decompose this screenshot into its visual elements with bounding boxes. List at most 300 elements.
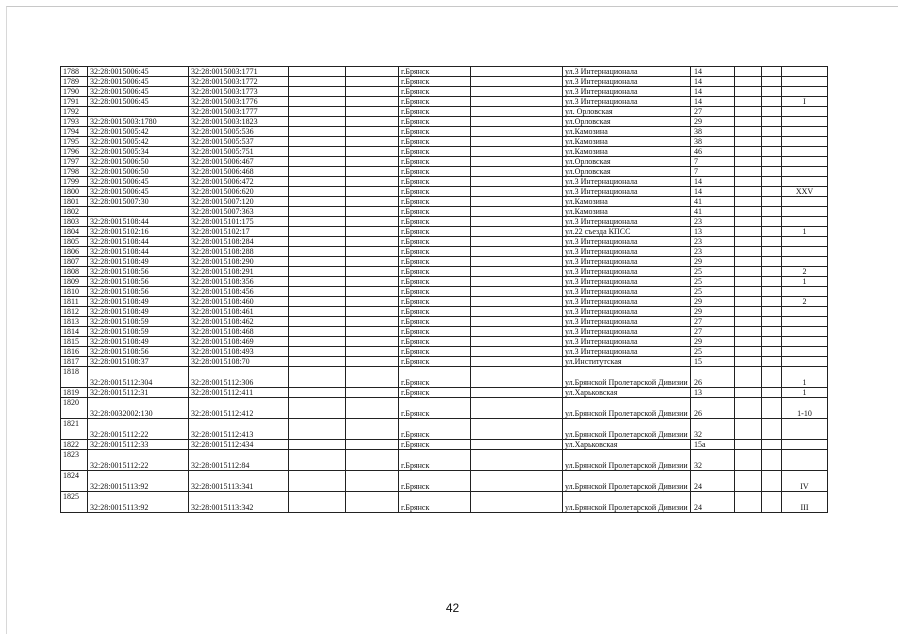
empty-cell [735,147,762,157]
empty-cell [289,297,346,307]
street-cell: ул.Камозина [563,137,691,147]
row-number-cell: 1807 [61,257,88,267]
table-row [61,207,828,217]
empty-cell [289,492,346,513]
street-text: ул.Брянской Пролетарской Дивизии [565,482,688,491]
empty-cell [346,67,399,77]
empty-cell [346,277,399,287]
empty-cell [735,97,762,107]
empty-cell [346,177,399,187]
house-number-cell: 29 [691,307,735,317]
row-number-cell: 1797 [61,157,88,167]
empty-cell [762,137,782,147]
street-cell: ул.3 Интернационала [563,247,691,257]
table-row [61,177,828,187]
empty-cell [346,227,399,237]
land-cadastral-number-cell: 32:28:0015005:42 [88,137,189,147]
empty-cell [289,388,346,398]
empty-cell [471,147,563,157]
empty-cell [735,77,762,87]
empty-cell [735,137,762,147]
empty-cell [289,347,346,357]
empty-cell [289,147,346,157]
table-row [61,97,828,107]
street-cell: ул.Орловская [563,117,691,127]
empty-cell [346,307,399,317]
house-number-cell: 14 [691,177,735,187]
object-cadastral-number-cell: 32:28:0015108:461 [189,307,289,317]
house-number-cell: 29 [691,257,735,267]
premises-number-cell: I [782,97,828,107]
premises-number-cell [782,77,828,87]
land-cadastral-number-cell [88,207,189,217]
empty-cell [346,137,399,147]
row-number-cell: 1817 [61,357,88,367]
empty-cell [289,137,346,147]
house-number-cell: 24 [691,492,735,513]
premises-number-cell [782,337,828,347]
empty-cell [735,177,762,187]
empty-cell [762,347,782,357]
empty-cell [346,327,399,337]
row-number-cell: 1809 [61,277,88,287]
city-cell: г.Брянск [399,388,471,398]
land-cadastral-number-cell: 32:28:0015006:50 [88,157,189,167]
street-cell: ул.Институтская [563,357,691,367]
city-cell: г.Брянск [399,297,471,307]
row-number-cell: 1808 [61,267,88,277]
land-cadastral-number-cell: 32:28:0015108:44 [88,237,189,247]
empty-cell [346,317,399,327]
empty-cell [346,217,399,227]
row-number-cell: 1820 [61,398,88,419]
table-row [61,277,828,287]
empty-cell [762,187,782,197]
empty-cell [762,247,782,257]
empty-cell [346,197,399,207]
street-cell: ул.Камозина [563,197,691,207]
object-cadastral-number-cell: 32:28:0015108:493 [189,347,289,357]
house-number-cell: 25 [691,287,735,297]
empty-cell [762,492,782,513]
city-cell: г.Брянск [399,247,471,257]
empty-cell [471,107,563,117]
empty-cell [289,307,346,317]
city-cell: г.Брянск [399,87,471,97]
object-cadastral-number-cell: 32:28:0015006:468 [189,167,289,177]
empty-cell [289,440,346,450]
land-cadastral-number-cell: 32:28:0015108:49 [88,307,189,317]
land-cadastral-number-cell: 32:28:0015108:59 [88,327,189,337]
house-number-cell: 24 [691,471,735,492]
land-cadastral-number-cell: 32:28:0015108:56 [88,267,189,277]
empty-cell [346,167,399,177]
street-cell: ул.Камозина [563,127,691,137]
empty-cell [471,127,563,137]
row-number-cell: 1791 [61,97,88,107]
street-cell: ул.3 Интернационала [563,237,691,247]
empty-cell [735,347,762,357]
empty-cell [346,247,399,257]
land-cadastral-number-cell: 32:28:0015112:304 [88,367,189,388]
empty-cell [735,107,762,117]
object-cadastral-number-cell: 32:28:0015006:467 [189,157,289,167]
object-cadastral-number-cell: 32:28:0015005:537 [189,137,289,147]
table-row [61,347,828,357]
house-number-cell: 46 [691,147,735,157]
street-cell: ул.3 Интернационала [563,217,691,227]
table-row [61,388,828,398]
street-cell [563,450,691,471]
row-number-cell: 1816 [61,347,88,357]
premises-number-cell [782,87,828,97]
house-number-cell: 14 [691,87,735,97]
table-row [61,147,828,157]
street-cell [563,398,691,419]
empty-cell [735,117,762,127]
house-number-cell: 41 [691,197,735,207]
empty-cell [735,357,762,367]
empty-cell [346,471,399,492]
table-row [61,247,828,257]
premises-number-cell [782,327,828,337]
premises-number-cell: III [782,492,828,513]
empty-cell [735,197,762,207]
house-number-cell: 14 [691,67,735,77]
table-row [61,187,828,197]
object-cadastral-number-cell: 32:28:0015112:413 [189,419,289,440]
land-cadastral-number-cell: 32:28:0015006:45 [88,187,189,197]
premises-number-cell [782,107,828,117]
street-cell: ул. Орловская [563,107,691,117]
object-cadastral-number-cell: 32:28:0015006:472 [189,177,289,187]
premises-number-cell: 2 [782,267,828,277]
object-cadastral-number-cell: 32:28:0015108:288 [189,247,289,257]
row-number-cell: 1823 [61,450,88,471]
row-number-cell: 1825 [61,492,88,513]
empty-cell [289,217,346,227]
object-cadastral-number-cell: 32:28:0015007:363 [189,207,289,217]
empty-cell [762,267,782,277]
street-cell [563,492,691,513]
land-cadastral-number-cell: 32:28:0015108:56 [88,347,189,357]
object-cadastral-number-cell: 32:28:0015108:291 [189,267,289,277]
empty-cell [735,127,762,137]
row-number-cell: 1796 [61,147,88,157]
land-cadastral-number-cell: 32:28:0015005:34 [88,147,189,157]
land-cadastral-number-cell: 32:28:0015102:16 [88,227,189,237]
empty-cell [346,297,399,307]
premises-number-cell [782,167,828,177]
empty-cell [735,307,762,317]
city-cell: г.Брянск [399,267,471,277]
premises-number-cell [782,247,828,257]
house-number-cell: 25 [691,267,735,277]
empty-cell [762,197,782,207]
registry-table-wrap [60,66,827,513]
empty-cell [346,87,399,97]
land-cadastral-number-cell: 32:28:0015113:92 [88,492,189,513]
city-cell: г.Брянск [399,97,471,107]
empty-cell [735,237,762,247]
land-cadastral-number-cell: 32:28:0015108:56 [88,277,189,287]
land-cadastral-number-cell: 32:28:0015006:50 [88,167,189,177]
object-cadastral-number-cell: 32:28:0015102:17 [189,227,289,237]
street-cell: ул.3 Интернационала [563,347,691,357]
empty-cell [471,471,563,492]
house-number-cell: 14 [691,187,735,197]
empty-cell [289,277,346,287]
city-cell: г.Брянск [399,471,471,492]
empty-cell [471,367,563,388]
empty-cell [289,257,346,267]
object-cadastral-number-cell: 32:28:0015101:175 [189,217,289,227]
table-row [61,450,828,471]
premises-number-cell [782,117,828,127]
street-cell: ул.22 съезда КПСС [563,227,691,237]
land-cadastral-number-cell: 32:28:0015108:59 [88,317,189,327]
city-cell: г.Брянск [399,107,471,117]
land-cadastral-number-cell: 32:28:0015108:44 [88,217,189,227]
premises-number-cell [782,357,828,367]
table-row [61,107,828,117]
row-number-cell: 1819 [61,388,88,398]
empty-cell [346,117,399,127]
city-cell: г.Брянск [399,317,471,327]
row-number-cell: 1800 [61,187,88,197]
land-cadastral-number-cell: 32:28:0015005:42 [88,127,189,137]
street-cell [563,419,691,440]
premises-number-cell [782,157,828,167]
table-row [61,197,828,207]
empty-cell [471,267,563,277]
empty-cell [735,327,762,337]
house-number-cell: 32 [691,450,735,471]
house-number-cell: 15а [691,440,735,450]
empty-cell [762,207,782,217]
city-cell: г.Брянск [399,67,471,77]
empty-cell [735,388,762,398]
empty-cell [735,450,762,471]
city-cell: г.Брянск [399,347,471,357]
empty-cell [289,97,346,107]
premises-number-cell [782,217,828,227]
premises-number-cell: 1 [782,367,828,388]
object-cadastral-number-cell: 32:28:0015005:751 [189,147,289,157]
row-number-cell: 1810 [61,287,88,297]
object-cadastral-number-cell: 32:28:0015108:70 [189,357,289,367]
object-cadastral-number-cell: 32:28:0015108:284 [189,237,289,247]
empty-cell [471,398,563,419]
land-cadastral-number-cell: 32:28:0015108:56 [88,287,189,297]
row-number-cell: 1799 [61,177,88,187]
premises-number-cell [782,450,828,471]
empty-cell [735,492,762,513]
premises-number-cell: 1 [782,388,828,398]
premises-number-cell [782,257,828,267]
table-row [61,217,828,227]
table-row [61,117,828,127]
row-number-cell: 1803 [61,217,88,227]
land-cadastral-number-cell: 32:28:0032002:130 [88,398,189,419]
premises-number-cell [782,287,828,297]
object-cadastral-number-cell: 32:28:0015108:469 [189,337,289,347]
street-cell: ул.3 Интернационала [563,187,691,197]
table-row [61,357,828,367]
city-cell: г.Брянск [399,167,471,177]
empty-cell [735,367,762,388]
table-row [61,287,828,297]
street-cell: ул.3 Интернационала [563,297,691,307]
empty-cell [289,67,346,77]
street-cell: ул.Камозина [563,207,691,217]
row-number-cell: 1806 [61,247,88,257]
object-cadastral-number-cell: 32:28:0015003:1772 [189,77,289,87]
empty-cell [289,227,346,237]
house-number-cell: 25 [691,277,735,287]
table-row [61,367,828,388]
empty-cell [762,317,782,327]
empty-cell [471,227,563,237]
row-number-cell: 1788 [61,67,88,77]
land-cadastral-number-cell: 32:28:0015108:49 [88,297,189,307]
empty-cell [762,357,782,367]
empty-cell [346,267,399,277]
empty-cell [289,337,346,347]
empty-cell [471,167,563,177]
empty-cell [762,107,782,117]
empty-cell [762,67,782,77]
table-row [61,257,828,267]
empty-cell [289,267,346,277]
row-number-cell: 1815 [61,337,88,347]
empty-cell [735,297,762,307]
street-cell: ул.3 Интернационала [563,257,691,267]
empty-cell [346,492,399,513]
city-cell: г.Брянск [399,217,471,227]
empty-cell [289,327,346,337]
object-cadastral-number-cell: 32:28:0015108:290 [189,257,289,267]
city-cell: г.Брянск [399,357,471,367]
empty-cell [289,357,346,367]
object-cadastral-number-cell: 32:28:0015003:1773 [189,87,289,97]
row-number-cell: 1821 [61,419,88,440]
object-cadastral-number-cell: 32:28:0015113:342 [189,492,289,513]
row-number-cell: 1811 [61,297,88,307]
city-cell: г.Брянск [399,450,471,471]
city-cell: г.Брянск [399,147,471,157]
empty-cell [735,167,762,177]
empty-cell [289,157,346,167]
empty-cell [762,307,782,317]
house-number-cell: 25 [691,347,735,357]
table-row [61,157,828,167]
object-cadastral-number-cell: 32:28:0015108:468 [189,327,289,337]
premises-number-cell [782,419,828,440]
empty-cell [762,419,782,440]
empty-cell [762,87,782,97]
city-cell: г.Брянск [399,187,471,197]
street-cell: ул.Орловская [563,157,691,167]
premises-number-cell: 1 [782,277,828,287]
street-cell: ул.3 Интернационала [563,317,691,327]
house-number-cell: 7 [691,167,735,177]
empty-cell [346,440,399,450]
premises-number-cell [782,147,828,157]
street-cell: ул.Орловская [563,167,691,177]
empty-cell [471,187,563,197]
city-cell: г.Брянск [399,117,471,127]
empty-cell [346,398,399,419]
empty-cell [471,287,563,297]
city-cell: г.Брянск [399,419,471,440]
empty-cell [762,440,782,450]
land-cadastral-number-cell: 32:28:0015112:22 [88,419,189,440]
empty-cell [471,157,563,167]
house-number-cell: 29 [691,117,735,127]
empty-cell [471,197,563,207]
row-number-cell: 1792 [61,107,88,117]
house-number-cell: 27 [691,107,735,117]
premises-number-cell [782,127,828,137]
empty-cell [471,297,563,307]
empty-cell [346,127,399,137]
empty-cell [471,440,563,450]
empty-cell [346,367,399,388]
empty-cell [346,187,399,197]
row-number-cell: 1818 [61,367,88,388]
empty-cell [289,177,346,187]
empty-cell [471,357,563,367]
empty-cell [762,471,782,492]
empty-cell [346,157,399,167]
empty-cell [346,257,399,267]
object-cadastral-number-cell: 32:28:0015003:1777 [189,107,289,117]
city-cell: г.Брянск [399,398,471,419]
table-row [61,77,828,87]
city-cell: г.Брянск [399,307,471,317]
land-cadastral-number-cell: 32:28:0015006:45 [88,67,189,77]
table-row [61,471,828,492]
city-cell: г.Брянск [399,227,471,237]
empty-cell [471,117,563,127]
table-row [61,398,828,419]
land-cadastral-number-cell: 32:28:0015007:30 [88,197,189,207]
empty-cell [471,97,563,107]
object-cadastral-number-cell: 32:28:0015108:356 [189,277,289,287]
empty-cell [762,367,782,388]
table-row [61,337,828,347]
row-number-cell: 1812 [61,307,88,317]
premises-number-cell [782,237,828,247]
premises-number-cell [782,67,828,77]
house-number-cell: 23 [691,237,735,247]
land-cadastral-number-cell [88,107,189,117]
table-row [61,137,828,147]
row-number-cell: 1814 [61,327,88,337]
street-cell: ул.3 Интернационала [563,307,691,317]
empty-cell [346,147,399,157]
table-row [61,87,828,97]
house-number-cell: 41 [691,207,735,217]
empty-cell [735,317,762,327]
table-row [61,127,828,137]
premises-number-cell: 1 [782,227,828,237]
empty-cell [289,287,346,297]
land-cadastral-number-cell: 32:28:0015003:1780 [88,117,189,127]
premises-number-cell [782,440,828,450]
empty-cell [289,107,346,117]
